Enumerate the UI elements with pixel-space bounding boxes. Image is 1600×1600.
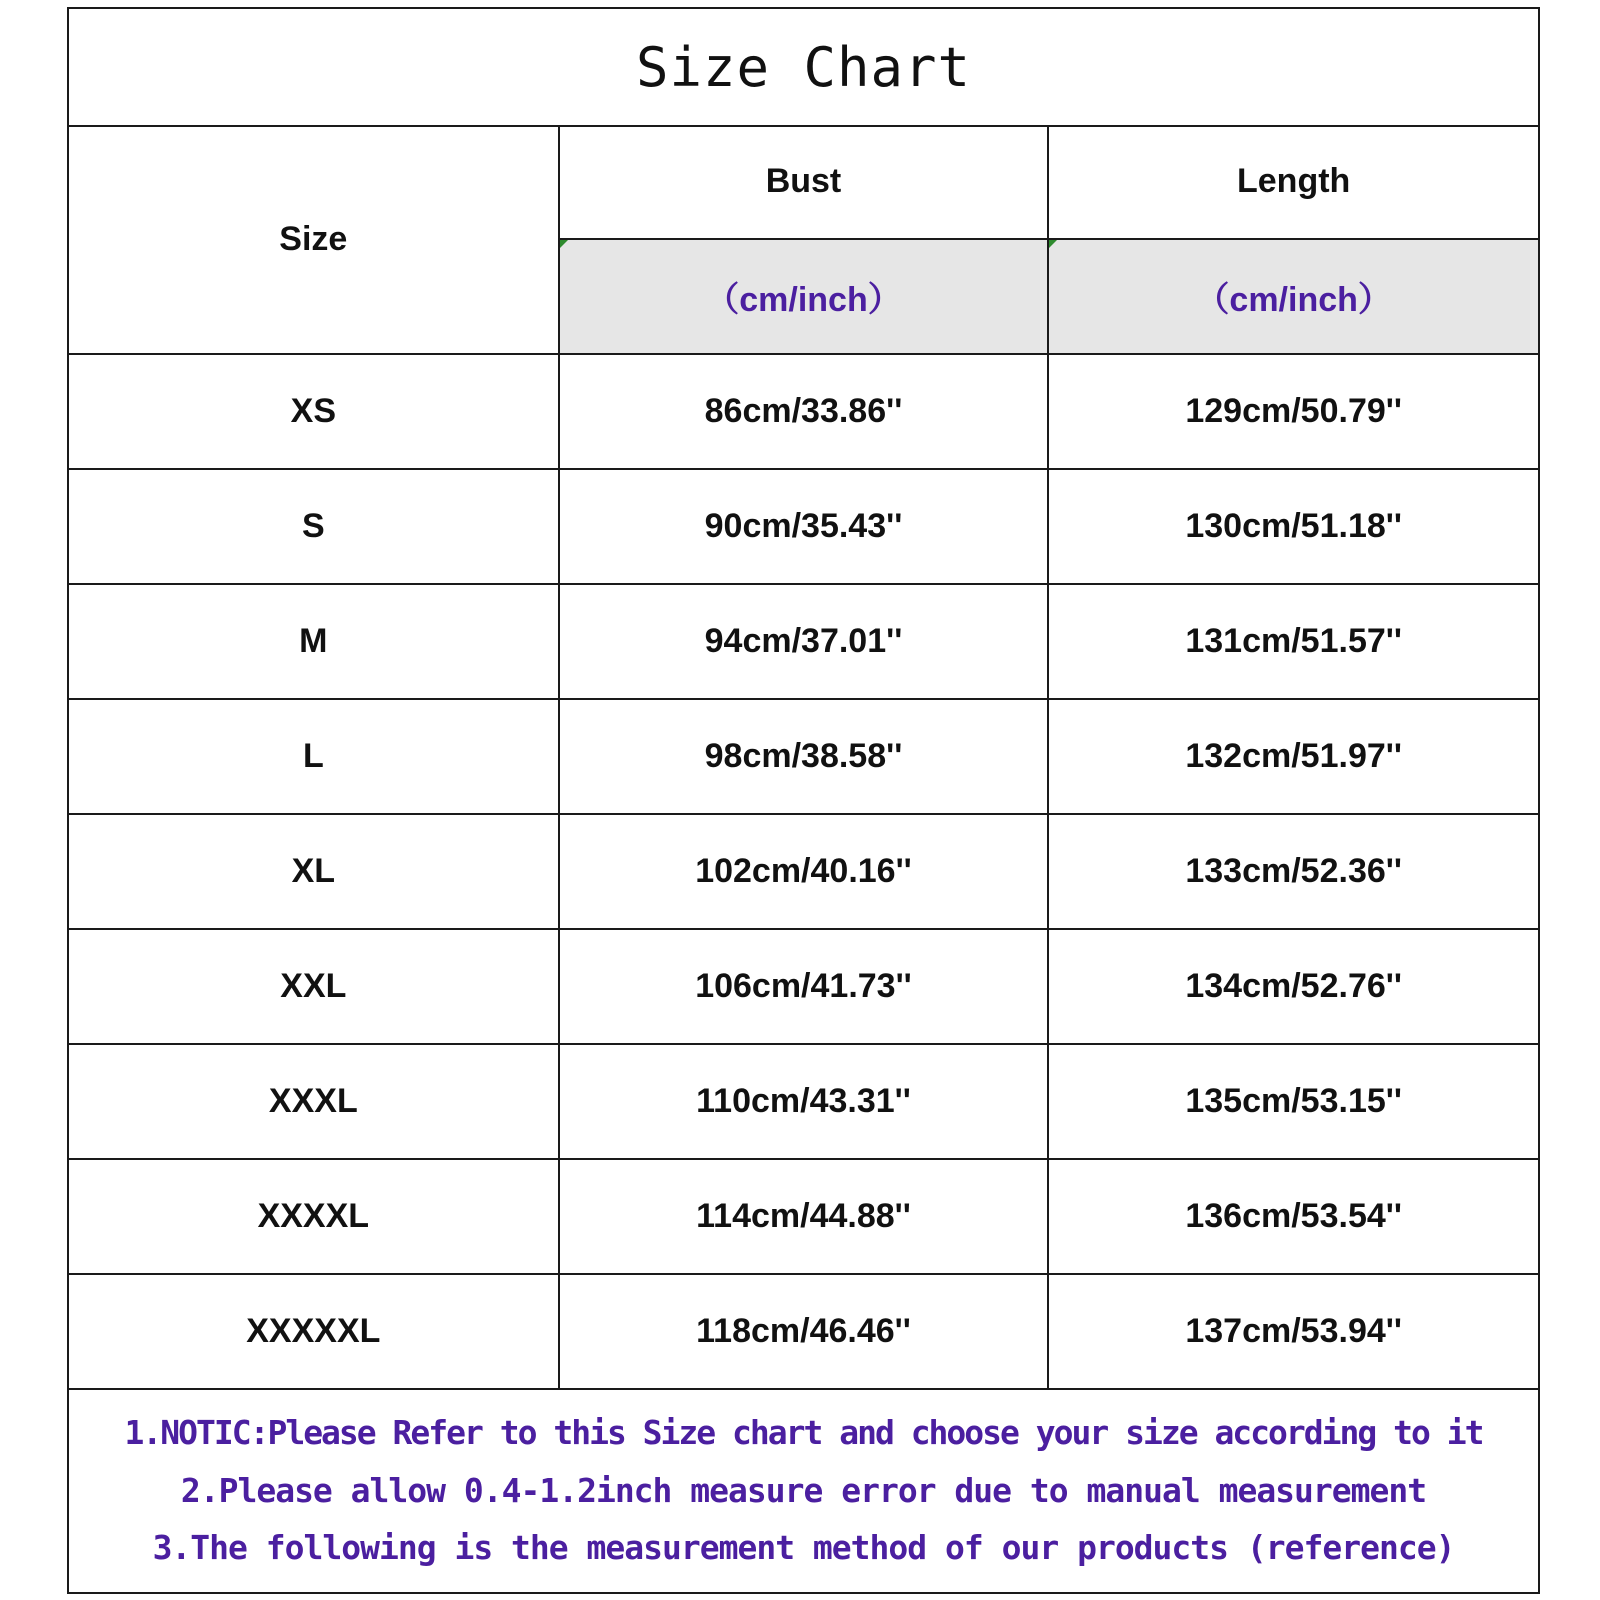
bust-cell: 98cm/38.58'' (559, 699, 1049, 814)
bust-cell: 94cm/37.01'' (559, 584, 1049, 699)
size-cell: XXXXXL (69, 1274, 559, 1389)
table-row (69, 1274, 1538, 1389)
size-cell: L (69, 699, 559, 814)
table-row (69, 929, 1538, 1044)
bust-cell: 110cm/43.31'' (559, 1044, 1049, 1159)
table-row (69, 584, 1538, 699)
length-cell: 132cm/51.97'' (1048, 699, 1538, 814)
table-row (69, 469, 1538, 584)
length-cell: 133cm/52.36'' (1048, 814, 1538, 929)
length-cell: 130cm/51.18'' (1048, 469, 1538, 584)
table-row (69, 1044, 1538, 1159)
length-column-header: Length (1048, 125, 1538, 239)
length-unit-header (1048, 239, 1538, 354)
size-cell: XXXL (69, 1044, 559, 1159)
size-cell: XXXXL (69, 1159, 559, 1274)
length-unit-label: （cm/inch） (1195, 281, 1392, 319)
size-cell: XL (69, 814, 559, 929)
bust-cell: 118cm/46.46'' (559, 1274, 1049, 1389)
table-row (69, 354, 1538, 469)
note-line-3: 3.The following is the measurement method of our products (reference) (152, 1528, 1455, 1568)
bust-cell: 114cm/44.88'' (559, 1159, 1049, 1274)
bust-cell: 90cm/35.43'' (559, 469, 1049, 584)
size-cell: XXL (69, 929, 559, 1044)
table-row (69, 699, 1538, 814)
bust-cell: 106cm/41.73'' (559, 929, 1049, 1044)
length-cell: 134cm/52.76'' (1048, 929, 1538, 1044)
notes-section (69, 1388, 1538, 1592)
chart-title: Size Chart (635, 35, 972, 99)
length-cell: 131cm/51.57'' (1048, 584, 1538, 699)
table-row (69, 814, 1538, 929)
size-cell: XS (69, 354, 559, 469)
length-cell: 135cm/53.15'' (1048, 1044, 1538, 1159)
size-cell: M (69, 584, 559, 699)
size-column-header: Size (69, 125, 559, 354)
size-cell: S (69, 469, 559, 584)
size-chart (67, 7, 1540, 1594)
header-row (69, 125, 1538, 239)
length-cell: 137cm/53.94'' (1048, 1274, 1538, 1389)
length-cell: 129cm/50.79'' (1048, 354, 1538, 469)
bust-column-header: Bust (559, 125, 1049, 239)
note-line-2: 2.Please allow 0.4-1.2inch measure error due to manual measurement (180, 1470, 1427, 1510)
table-row (69, 1159, 1538, 1274)
cell-corner-marker (560, 240, 568, 248)
cell-corner-marker (1049, 240, 1057, 248)
length-cell: 136cm/53.54'' (1048, 1159, 1538, 1274)
note-line-1: 1.NOTIC:Please Refer to this Size chart and choose your size according to it (124, 1412, 1483, 1452)
bust-cell: 102cm/40.16'' (559, 814, 1049, 929)
bust-unit-label: （cm/inch） (705, 281, 902, 319)
bust-unit-header (559, 239, 1049, 354)
size-table (69, 125, 1538, 1390)
bust-cell: 86cm/33.86'' (559, 354, 1049, 469)
title-row (69, 9, 1538, 127)
